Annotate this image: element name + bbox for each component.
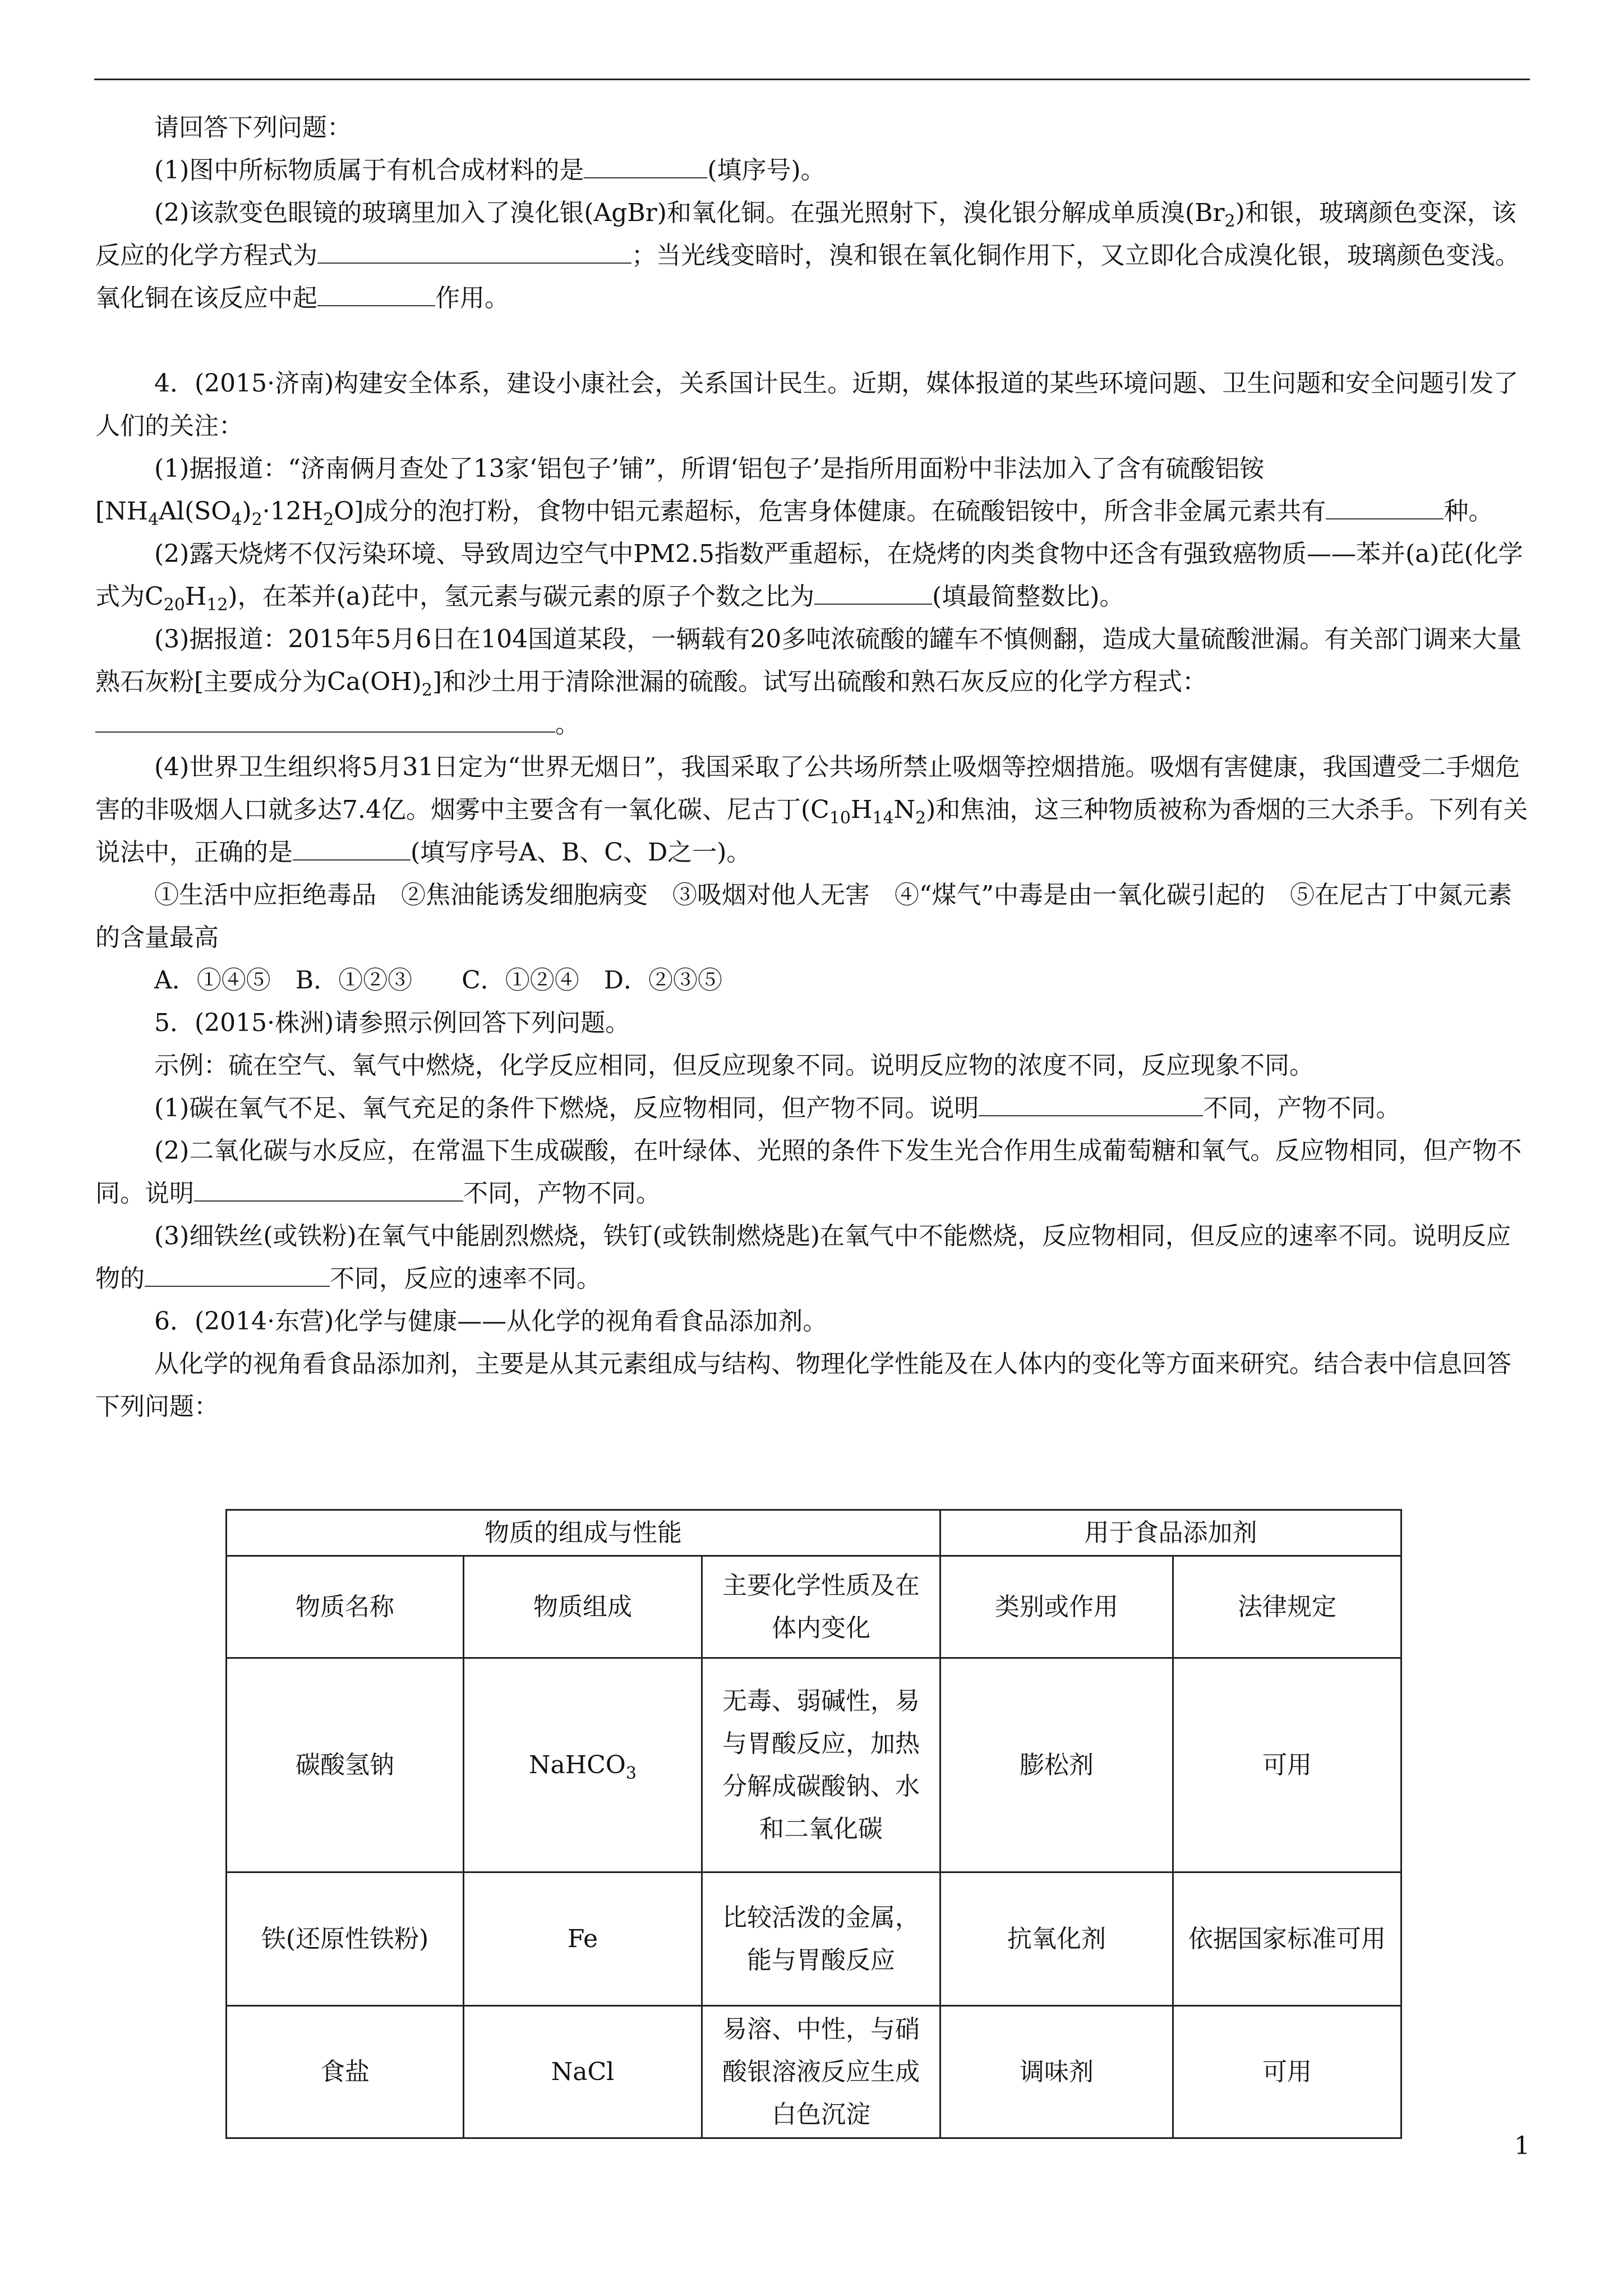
- q5-p3-text-a: (3)细铁丝(或铁粉)在氧气中能剧烈燃烧，铁钉(或铁制燃烧匙)在氧气中不能燃烧，反应物相同，但反应的速率不同。说明反应物的: [95, 1222, 1511, 1293]
- q3-part2: [95, 192, 1531, 320]
- q4-part4: [95, 746, 1531, 874]
- question-content: [95, 107, 1531, 1428]
- table-group-header-row: [227, 1510, 1401, 1556]
- table-cell: 碳酸氢钠: [227, 1658, 464, 1872]
- table-header-cell: 主要化学性质及在体内变化: [702, 1556, 940, 1658]
- answer-blank[interactable]: [1326, 490, 1444, 519]
- table-row: [227, 2006, 1401, 2138]
- table-group-header: 物质的组成与性能: [227, 1510, 940, 1556]
- answer-blank[interactable]: [317, 234, 631, 264]
- spacer: [95, 320, 1531, 362]
- q3-p2-text-d: 作用。: [435, 284, 509, 312]
- table-cell: 可用: [1173, 2006, 1401, 2138]
- subscript: 10: [829, 808, 851, 828]
- q3-part1: [95, 149, 1531, 192]
- q6-intro: [95, 1343, 1531, 1428]
- subscript: 4: [148, 509, 159, 530]
- q4-statements-text: ①生活中应拒绝毒品 ②焦油能诱发细胞病变 ③吸烟对他人无害 ④“煤气”中毒是由一氧化碳引起的 ⑤在尼古丁中氮元素的含量最高: [95, 881, 1512, 952]
- answer-blank[interactable]: [95, 703, 555, 733]
- q5-example-text: 示例：硫在空气、氧气中燃烧，化学反应相同，但反应现象不同。说明反应物的浓度不同，反应现象不同。: [154, 1051, 1314, 1080]
- q4-heading: [95, 362, 1531, 448]
- answer-blank[interactable]: [317, 277, 435, 306]
- q3-p2-text-b: )和银，玻璃颜色变深，该反应的化学方程式为: [95, 199, 1516, 270]
- table-cell: 易溶、中性，与硝酸银溶液反应生成白色沉淀: [702, 2006, 940, 2138]
- q4-p2-text-b: H: [185, 582, 207, 611]
- table-header-cell: 类别或作用: [940, 1556, 1173, 1658]
- table-cell: 可用: [1173, 1658, 1401, 1872]
- answer-blank[interactable]: [584, 149, 707, 178]
- table-cell: 调味剂: [940, 2006, 1173, 2138]
- q4-p4-text-a: (4)世界卫生组织将5月31日定为“世界无烟日”，我国采取了公共场所禁止吸烟等控烟措施。吸烟有害健康，我国遭受二手烟危害的非吸烟人口就多达7.4亿。烟雾中主要含有一氧化碳、尼古丁(C: [95, 753, 1520, 824]
- q4-part2: [95, 533, 1531, 618]
- subscript: 20: [163, 595, 185, 615]
- q4-p1-text-e: O]成分的泡打粉，食物中铝元素超标，危害身体健康。在硫酸铝铵中，所含非金属元素共有: [334, 497, 1326, 526]
- q4-p1-text-a: (1)据报道：“济南俩月查处了13家‘铝包子’铺”，所谓‘铝包子’是指所用面粉中非法加入了含有硫酸铝铵[NH: [95, 454, 1265, 526]
- table-cell: 比较活泼的金属，能与胃酸反应: [702, 1872, 940, 2006]
- table-cell: 依据国家标准可用: [1173, 1872, 1401, 2006]
- answer-blank[interactable]: [293, 831, 411, 861]
- subscript: 4: [231, 509, 242, 530]
- q5-heading: [95, 1002, 1531, 1045]
- q4-part3: [95, 618, 1531, 746]
- q3-p2-text-a: (2)该款变色眼镜的玻璃里加入了溴化银(AgBr)和氧化铜。在强光照射下，溴化银分解成单质溴(Br: [154, 199, 1225, 227]
- q4-p3-text-a: (3)据报道：2015年5月6日在104国道某段，一辆载有20多吨浓硫酸的罐车不慎侧翻，造成大量硫酸泄漏。有关部门调来大量熟石灰粉[主要成分为Ca(OH): [95, 625, 1522, 696]
- q4-options-text: A．①④⑤ B．①②③ C．①②④ D．②③⑤: [154, 966, 723, 995]
- q4-p1-text-c: ): [242, 497, 252, 526]
- subscript: 14: [872, 808, 894, 828]
- header-rule: [94, 79, 1530, 80]
- table-cell: 无毒、弱碱性，易与胃酸反应，加热分解成碳酸钠、水和二氧化碳: [702, 1658, 940, 1872]
- q5-example: [95, 1045, 1531, 1087]
- q3-intro-text: 请回答下列问题：: [154, 113, 352, 142]
- q5-part3: [95, 1215, 1531, 1300]
- table-cell: NaCl: [464, 2006, 702, 2138]
- additive-table: [225, 1509, 1402, 2139]
- table-group-header: 用于食品添加剂: [940, 1510, 1401, 1556]
- q4-p1-text-f: 种。: [1444, 497, 1493, 526]
- subscript: 12: [206, 595, 228, 615]
- subscript: 2: [1224, 211, 1235, 231]
- table-cell: 膨松剂: [940, 1658, 1173, 1872]
- q3-p2-text-c: ；当光线变暗时，溴和银在氧化铜作用下，又立即化合成溴化银，玻璃颜色变浅。氧化铜在该反应中起: [95, 241, 1520, 312]
- q4-p4-text-d: )和焦油，这三种物质被称为香烟的三大杀手。下列有关说法中，正确的是: [95, 795, 1528, 867]
- answer-blank[interactable]: [145, 1258, 330, 1287]
- table-cell: 铁(还原性铁粉): [227, 1872, 464, 2006]
- q4-p1-text-d: ·12H: [262, 497, 324, 526]
- q4-p2-text-c: )，在苯并(a)芘中，氢元素与碳元素的原子个数之比为: [228, 582, 815, 611]
- table-header-row: [227, 1556, 1401, 1658]
- table-cell: 食盐: [227, 2006, 464, 2138]
- table-cell: 抗氧化剂: [940, 1872, 1173, 2006]
- q4-p4-text-e: (填写序号A、B、C、D之一)。: [411, 838, 751, 867]
- q4-statements: [95, 874, 1531, 959]
- q4-p2-text-a: (2)露天烧烤不仅污染环境、导致周边空气中PM2.5指数严重超标，在烧烤的肉类食物中还含有强致癌物质——苯并(a)芘(化学式为C: [95, 540, 1523, 611]
- q4-p4-text-b: H: [851, 795, 873, 824]
- table-header-cell: 物质组成: [464, 1556, 702, 1658]
- subscript: 2: [421, 680, 432, 700]
- subscript: 2: [251, 509, 262, 530]
- q6-heading: [95, 1300, 1531, 1343]
- table-row: [227, 1872, 1401, 2006]
- q5-p3-text-b: 不同，反应的速率不同。: [330, 1264, 601, 1293]
- q3-p1-text: (1)图中所标物质属于有机合成材料的是: [154, 156, 584, 185]
- subscript: 2: [915, 808, 926, 828]
- q4-p1-text-b: Al(SO: [159, 497, 232, 526]
- table-cell: Fe: [464, 1872, 702, 2006]
- q5-p2-text-b: 不同，产物不同。: [463, 1179, 661, 1208]
- q5-part2: [95, 1130, 1531, 1215]
- page-number: 1: [1514, 2132, 1530, 2160]
- q4-p4-text-c: N: [893, 795, 916, 824]
- q4-head-text: 4．(2015·济南)构建安全体系，建设小康社会，关系国计民生。近期，媒体报道的某些环境问题、卫生问题和安全问题引发了人们的关注：: [95, 369, 1519, 440]
- q4-p3-text-b: ]和沙土用于清除泄漏的硫酸。试写出硫酸和熟石灰反应的化学方程式：: [432, 668, 1207, 696]
- table-row: [227, 1658, 1401, 1872]
- q4-options: [95, 959, 1531, 1002]
- q4-part1: [95, 448, 1531, 533]
- answer-blank[interactable]: [194, 1172, 463, 1202]
- q3-p1-tail: (填序号)。: [707, 156, 826, 185]
- formula-text: NaHCO: [529, 1750, 626, 1779]
- q3-intro: [95, 107, 1531, 149]
- q5-part1: [95, 1087, 1531, 1130]
- q5-p1-text-b: 不同，产物不同。: [1203, 1094, 1401, 1122]
- subscript: 3: [625, 1763, 637, 1783]
- q5-p1-text-a: (1)碳在氧气不足、氧气充足的条件下燃烧，反应物相同，但产物不同。说明: [154, 1094, 979, 1122]
- q5-head-text: 5．(2015·株洲)请参照示例回答下列问题。: [154, 1009, 630, 1037]
- table-header-cell: 法律规定: [1173, 1556, 1401, 1658]
- q4-p3-text-c: 。: [555, 710, 580, 739]
- table-header-cell: 物质名称: [227, 1556, 464, 1658]
- q6-head-text: 6．(2014·东营)化学与健康——从化学的视角看食品添加剂。: [154, 1307, 828, 1336]
- subscript: 2: [323, 509, 334, 530]
- q4-p2-text-d: (填最简整数比)。: [932, 582, 1124, 611]
- q5-p2-text-a: (2)二氧化碳与水反应，在常温下生成碳酸，在叶绿体、光照的条件下发生光合作用生成葡萄糖和氧气。反应物相同，但产物不同。说明: [95, 1137, 1522, 1208]
- answer-blank[interactable]: [979, 1087, 1203, 1116]
- table-cell: [464, 1658, 702, 1872]
- q6-intro-text: 从化学的视角看食品添加剂，主要是从其元素组成与结构、物理化学性能及在人体内的变化等方面来研究。结合表中信息回答下列问题：: [95, 1350, 1511, 1421]
- answer-blank[interactable]: [814, 576, 932, 605]
